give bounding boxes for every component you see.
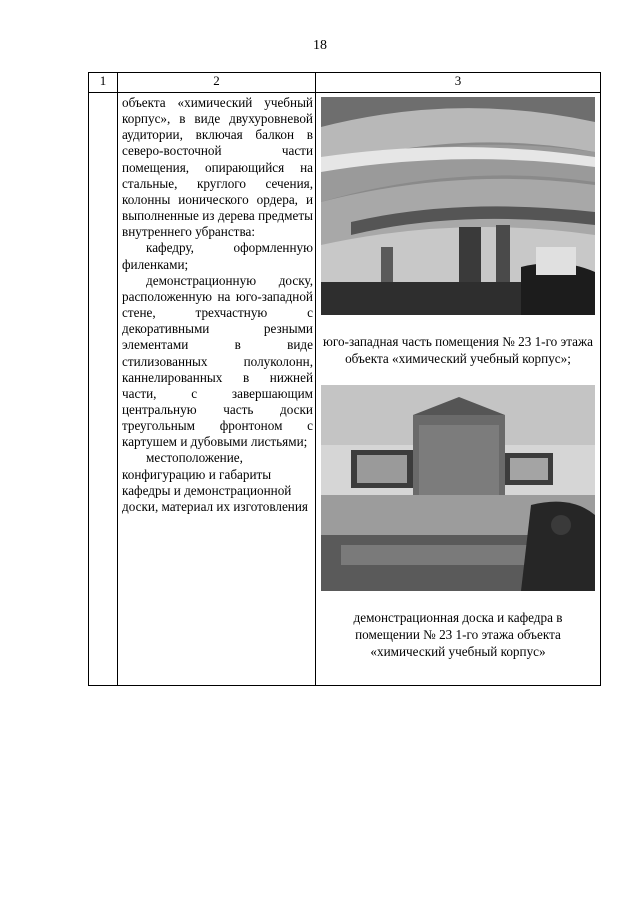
auditorium-photo xyxy=(321,97,595,315)
cell-photos xyxy=(316,93,601,686)
description-paragraph: демонстрационную доску, расположенную на юго-западной стене, трехчастную с декоративными резными элементами в виде стилизованных полуколонн, каннелированных в нижней части, с завершающим центральную часть доски треугольным фронтоном с картушем и дубовыми листьями; xyxy=(122,272,313,450)
cell-col-1 xyxy=(89,93,118,686)
header-col-2: 2 xyxy=(118,73,316,93)
photo2-caption: демонстрационная доска и кафедра в помещении № 23 1-го этажа объекта «химический учебный корпус» xyxy=(353,610,563,659)
description-paragraph: объекта «химический учебный корпус», в виде двухуровневой аудитории, включая балкон в северо-восточной части помещения, опирающийся на стальные, круглого сечения, колонны ионического ордера, и выполненные из дерева предметы внутреннего убранства: xyxy=(122,95,313,240)
page-number: 18 xyxy=(313,38,327,53)
blackboard-photo xyxy=(321,385,595,591)
cell-description xyxy=(118,93,316,686)
data-table xyxy=(88,72,601,686)
description-paragraph: кафедру, оформленную филенками; xyxy=(122,240,313,272)
header-col-1: 1 xyxy=(89,73,118,93)
table-row xyxy=(89,93,601,686)
table-header-row xyxy=(89,73,601,93)
header-col-3: 3 xyxy=(316,73,601,93)
description-paragraph: местоположение, конфигурацию и габариты кафедры и демонстрационной доски, материал их изготовления xyxy=(122,450,308,514)
photo1-caption: юго-западная часть помещения № 23 1-го этажа объекта «химический учебный корпус»; xyxy=(323,334,593,366)
